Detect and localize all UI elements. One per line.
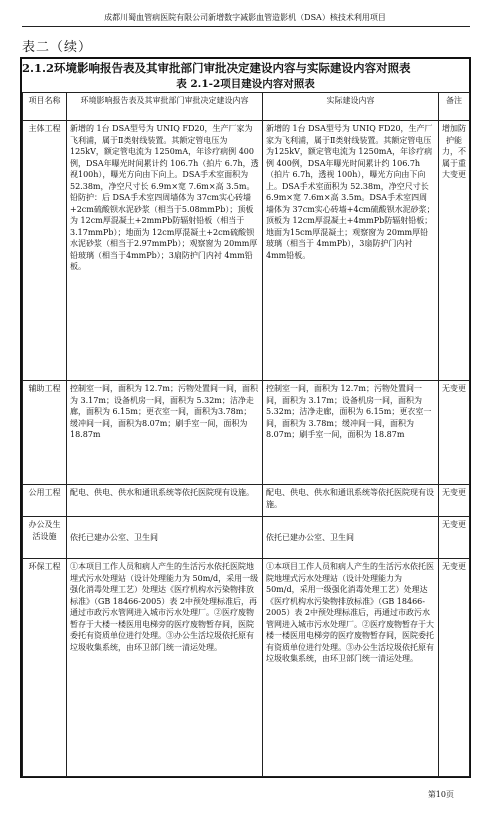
col-header-note: 备注 [439, 93, 470, 121]
document-header: 成都川蜀血管病医院有限公司新增数字减影血管造影机（DSA）核技术利用项目 [104, 13, 386, 22]
row-name: 办公及生活设施 [23, 517, 67, 559]
page-number: 第10页 [427, 790, 454, 799]
table-row [23, 121, 470, 381]
row-planned: 新增的 1台 DSA型号为 UNIQ FD20，生产厂家为飞利浦，属于Ⅱ类射线装置。其额定管电压为125kV，额定管电流为 1250mA，年诊疗病例 400例，DSA年曝光时间累计约 106.7h（拍片 6.7h，透视100h），曝光方向由下向上。DSA手术室面积为 52.38m，净空尺寸长 6.9m×宽 7.6m×高 3.5m。铅防护：后 DSA手术室四周墙体为 37cm实心砖墙+2cm硫酸钡水泥砂浆（相当于5.08mmPb）；顶板为 12cm厚混凝土+2mmPb防辐射铅板（相当于3.17mmPb）；地面为 12cm厚混凝土+2cm硫酸钡水泥砂浆（相当于2.97mmPb）；观察窗为 20mm厚铅玻璃（相当于4mmPb）；3扇防护门内衬 4mm铅板。 [67, 121, 263, 381]
section-title: 2.1.2环境影响报告表及其审批部门审批决定建设内容与实际建设内容对照表 [22, 61, 411, 75]
row-note: 无变更 [439, 381, 470, 485]
col-header-actual: 实际建设内容 [263, 93, 439, 121]
row-name: 辅助工程 [23, 381, 67, 485]
col-header-planned: 环境影响报告表及其审批部门审批决定建设内容 [67, 93, 263, 121]
col-header-name: 项目名称 [23, 93, 67, 121]
table-row [23, 517, 470, 559]
row-actual: 配电、供电、供水和通讯系统等依托医院现有设施。 [263, 485, 439, 517]
row-name: 公用工程 [23, 485, 67, 517]
row-note: 无变更 [439, 517, 470, 559]
row-planned: 控制室一间，面积为 12.7m；污物处置间一间，面积为 3.17m；设备机房一间，面积为 5.32m；洁净走廊，面积为 6.15m；更衣室一间，面积为3.78m；缓冲间一间，面积为8.07m；刷手室一间，面积为18.87m [67, 381, 263, 485]
row-planned: 依托已建办公室、卫生间 [67, 517, 263, 559]
row-actual: 依托已建办公室、卫生间 [263, 517, 439, 559]
table-row [23, 381, 470, 485]
comparison-table [22, 92, 470, 777]
row-note: 无变更 [439, 559, 470, 777]
row-name: 主体工程 [23, 121, 67, 381]
row-note: 无变更 [439, 485, 470, 517]
row-planned: 配电、供电、供水和通讯系统等依托医院现有设施。 [67, 485, 263, 517]
table-row [23, 559, 470, 777]
row-actual: 控制室一间，面积为 12.7m；污物处置间一间，面积为 3.17m；设备机房一间，面积为 5.32m；洁净走廊，面积为 6.15m；更衣室一间，面积为 3.78m；缓冲间一间，面积为 8.07m；刷手室一间，面积为 18.87m [263, 381, 439, 485]
row-note: 增加防护能力，不属于重大变更 [439, 121, 470, 381]
row-actual: ①本项目工作人员和病人产生的生活污水依托医院地埋式污水处理站（设计处理能力为 50m/d，采用一级强化消毒处理工艺）处理达《医疗机构水污染物排放标准》（GB 18466-2005）表 2中预处理标准后，再通过市政污水管网进入城市污水处理厂。②医疗废物暂存于大楼一楼医用电梯旁的医疗废物暂存间，医院委托有资质单位进行处理。③办公生活垃圾依托原有垃圾收集系统，由环卫部门统一清运处理。 [263, 559, 439, 777]
row-actual: 新增的 1台 DSA型号为 UNIQ FD20，生产厂家为飞利浦，属于Ⅱ类射线装置。其额定管电压为125kV，额定管电流为 1250mA，年诊疗病例 400例，DSA年曝光时间累计约 106.7h（拍片 6.7h，透视 100h），曝光方向由下向上。DSA手术室面积为 52.38m，净空尺寸长 6.9m×宽 7.6m×高 3.5m。DSA手术室四周墙体为 37cm实心砖墙+4cm硫酸钡水泥砂浆；顶板为 12cm厚混凝土+4mmPb防辐射铅板；地面为15cm厚混凝土；观察窗为 20mm厚铅玻璃（相当于 4mmPb），3扇防护门内衬 4mm铅板。 [263, 121, 439, 381]
header-divider [22, 26, 470, 27]
table-label: 表二（续） [22, 40, 93, 55]
table-row [23, 485, 470, 517]
row-name: 环保工程 [23, 559, 67, 777]
table-header-row [23, 93, 470, 121]
table-caption: 表 2.1-2项目建设内容对照表 [176, 78, 315, 90]
row-planned: ①本项目工作人员和病人产生的生活污水依托医院地埋式污水处理站（设计处理能力为 50m/d，采用一级强化消毒处理工艺）处理达《医疗机构水污染物排放标准》（GB 18466-2005）表 2中预处理标准后，再通过市政污水管网进入城市污水处理厂。②医疗废物暂存于大楼一楼医用电梯旁的医疗废物暂存间，医院委托有资质单位进行处理。③办公生活垃圾依托原有垃圾收集系统，由环卫部门统一清运处理。 [67, 559, 263, 777]
